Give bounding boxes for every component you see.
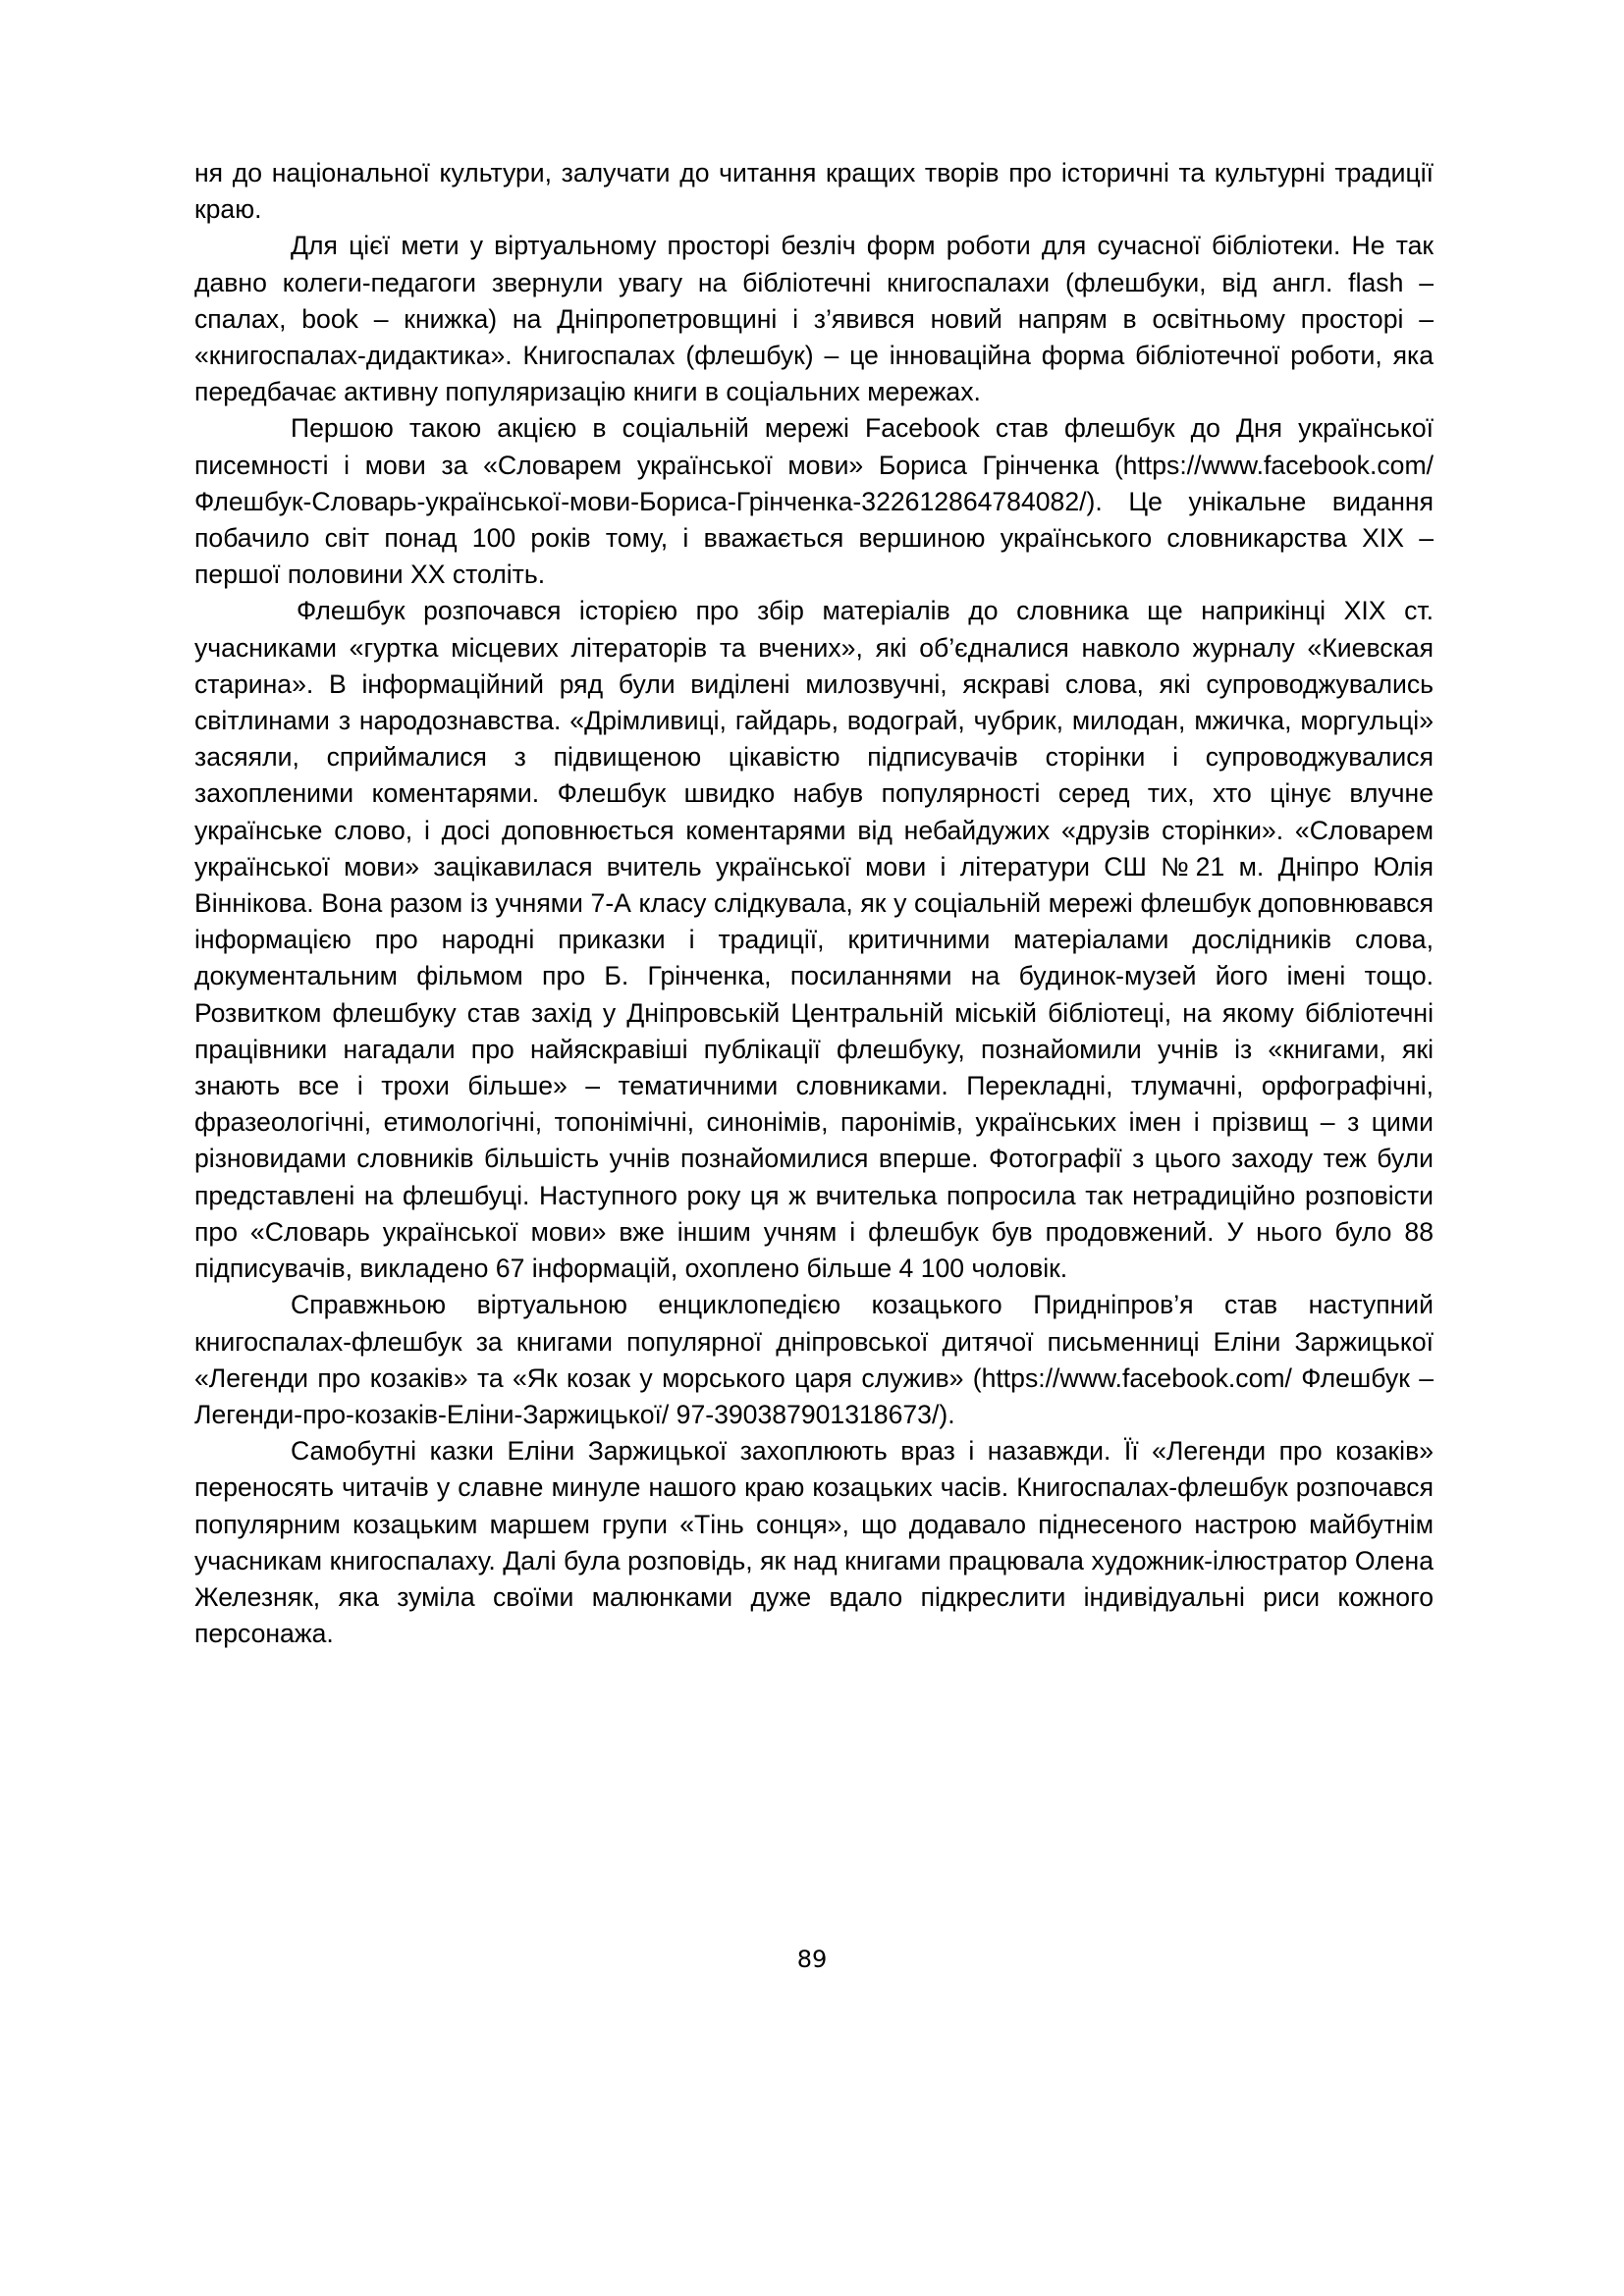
paragraph-cossack-encyclopedia: Справжньою віртуальною енциклопедією козацького Придніпров’я став наступний книгоспалах-флешбук за книгами популярної дніпровської дитячої письменниці Еліни Заржицької «Легенди про козаків» та «Як козак у морського царя служив» (https://www.facebook.com/ Флешбук –Легенди-про-козаків-Еліни-Заржицької/ 97-390387901318673/). — [194, 1290, 1434, 1429]
paragraph-zarzhytska-tales: Самобутні казки Еліни Заржицької захоплюють враз і назавжди. Її «Легенди про козаків» переносять читачів у славне минуле нашого краю козацьких часів. Книгоспалах-флешбук розпочався популярним козацьким маршем групи «Тінь сонця», що додавало піднесеного настрою майбутнім учасникам книгоспалаху. Далі була розповідь, як над книгами працювала художник-ілюстратор Олена Железняк, яка зуміла своїми малюнками дуже вдало підкреслити індивідуальні риси кожного персонажа. — [194, 1436, 1434, 1649]
paragraph-flashbook-history: Флешбук розпочався історією про збір матеріалів до словника ще наприкінці ХІХ ст. учасниками «гуртка місцевих літераторів та вчених», які об’єдналися навколо журналу «Киевская старина». В інформаційний ряд були виділені милозвучні, яскраві слова, які супроводжувались світлинами з народознавства. «Дрімливиці, гайдарь, водограй, чубрик, милодан, мжичка, моргульці» засяяли, сприймалися з підвищеною цікавістю підписувачів сторінки і супроводжувалися захопленими коментарями. Флешбук швидко набув популярності серед тих, хто цінує влучне українське слово, і досі доповнюється коментарями від небайдужих «друзів сторінки». «Словарем української мови» зацікавилася вчитель української мови і літератури СШ №21 м. Дніпро Юлія Віннікова. Вона разом із учнями 7-А класу слідкувала, як у соціальній мережі флешбук доповнювався інформацією про народні приказки і традиції, критичними матеріалами дослідників слова, документальним фільмом про Б. Грінченка, посиланнями на будинок-музей його імені тощо. Розвитком флешбуку став захід у Дніпровській Центральній міській бібліотеці, на якому бібліотечні працівники нагадали про найяскравіші публікації флешбуку, познайомили учнів із «книгами, які знають все і трохи більше» – тематичними словниками. Перекладні, тлумачні, орфографічні, фразеологічні, етимологічні, топонімічні, синонімів, паронімів, українських імен і прізвищ – з цими різновидами словників більшість учнів познайомилися вперше. Фотографії з цього заходу теж були представлені на флешбуці. Наступного року ця ж вчителька попросила так нетрадиційно розповісти про «Словарь української мови» вже іншим учням і флешбук був продовжений. У нього було 88 підписувачів, викладено 67 інформацій, охоплено більше 4 100 чоловік. — [194, 596, 1434, 1284]
paragraph-virtual-space: Для цієї мети у віртуальному просторі безліч форм роботи для сучасної бібліотеки. Не так давно колеги-педагоги звернули увагу на бібліотечні книгоспалахи (флешбуки, від англ. flash – спалах, book – книжка) на Дніпропетровщині і з’явився новий напрям в освітньому просторі – «книгоспалах-дидактика». Книгоспалах (флешбук) – це інноваційна форма бібліотечної роботи, яка передбачає активну популяризацію книги в соціальних мережах. — [194, 231, 1434, 407]
body-text — [194, 155, 1434, 1652]
paragraph-continuation: ня до національної культури, залучати до читання кращих творів про історичні та культурні традиції краю. — [194, 158, 1434, 225]
page-number: 89 — [796, 1946, 828, 1973]
paragraph-first-flashbook: Першою такою акцією в соціальній мережі Facebook став флешбук до Дня української писемності і мови за «Словарем української мови» Бориса Грінченка (https://www.facebook.com/Флешбук-Словарь-української-мови-Бориса-Грінченка-322612864784082/). Це унікальне видання побачило світ понад 100 років тому, і вважається вершиною українського словникарства ХІХ – першої половини ХХ століть. — [194, 413, 1434, 590]
